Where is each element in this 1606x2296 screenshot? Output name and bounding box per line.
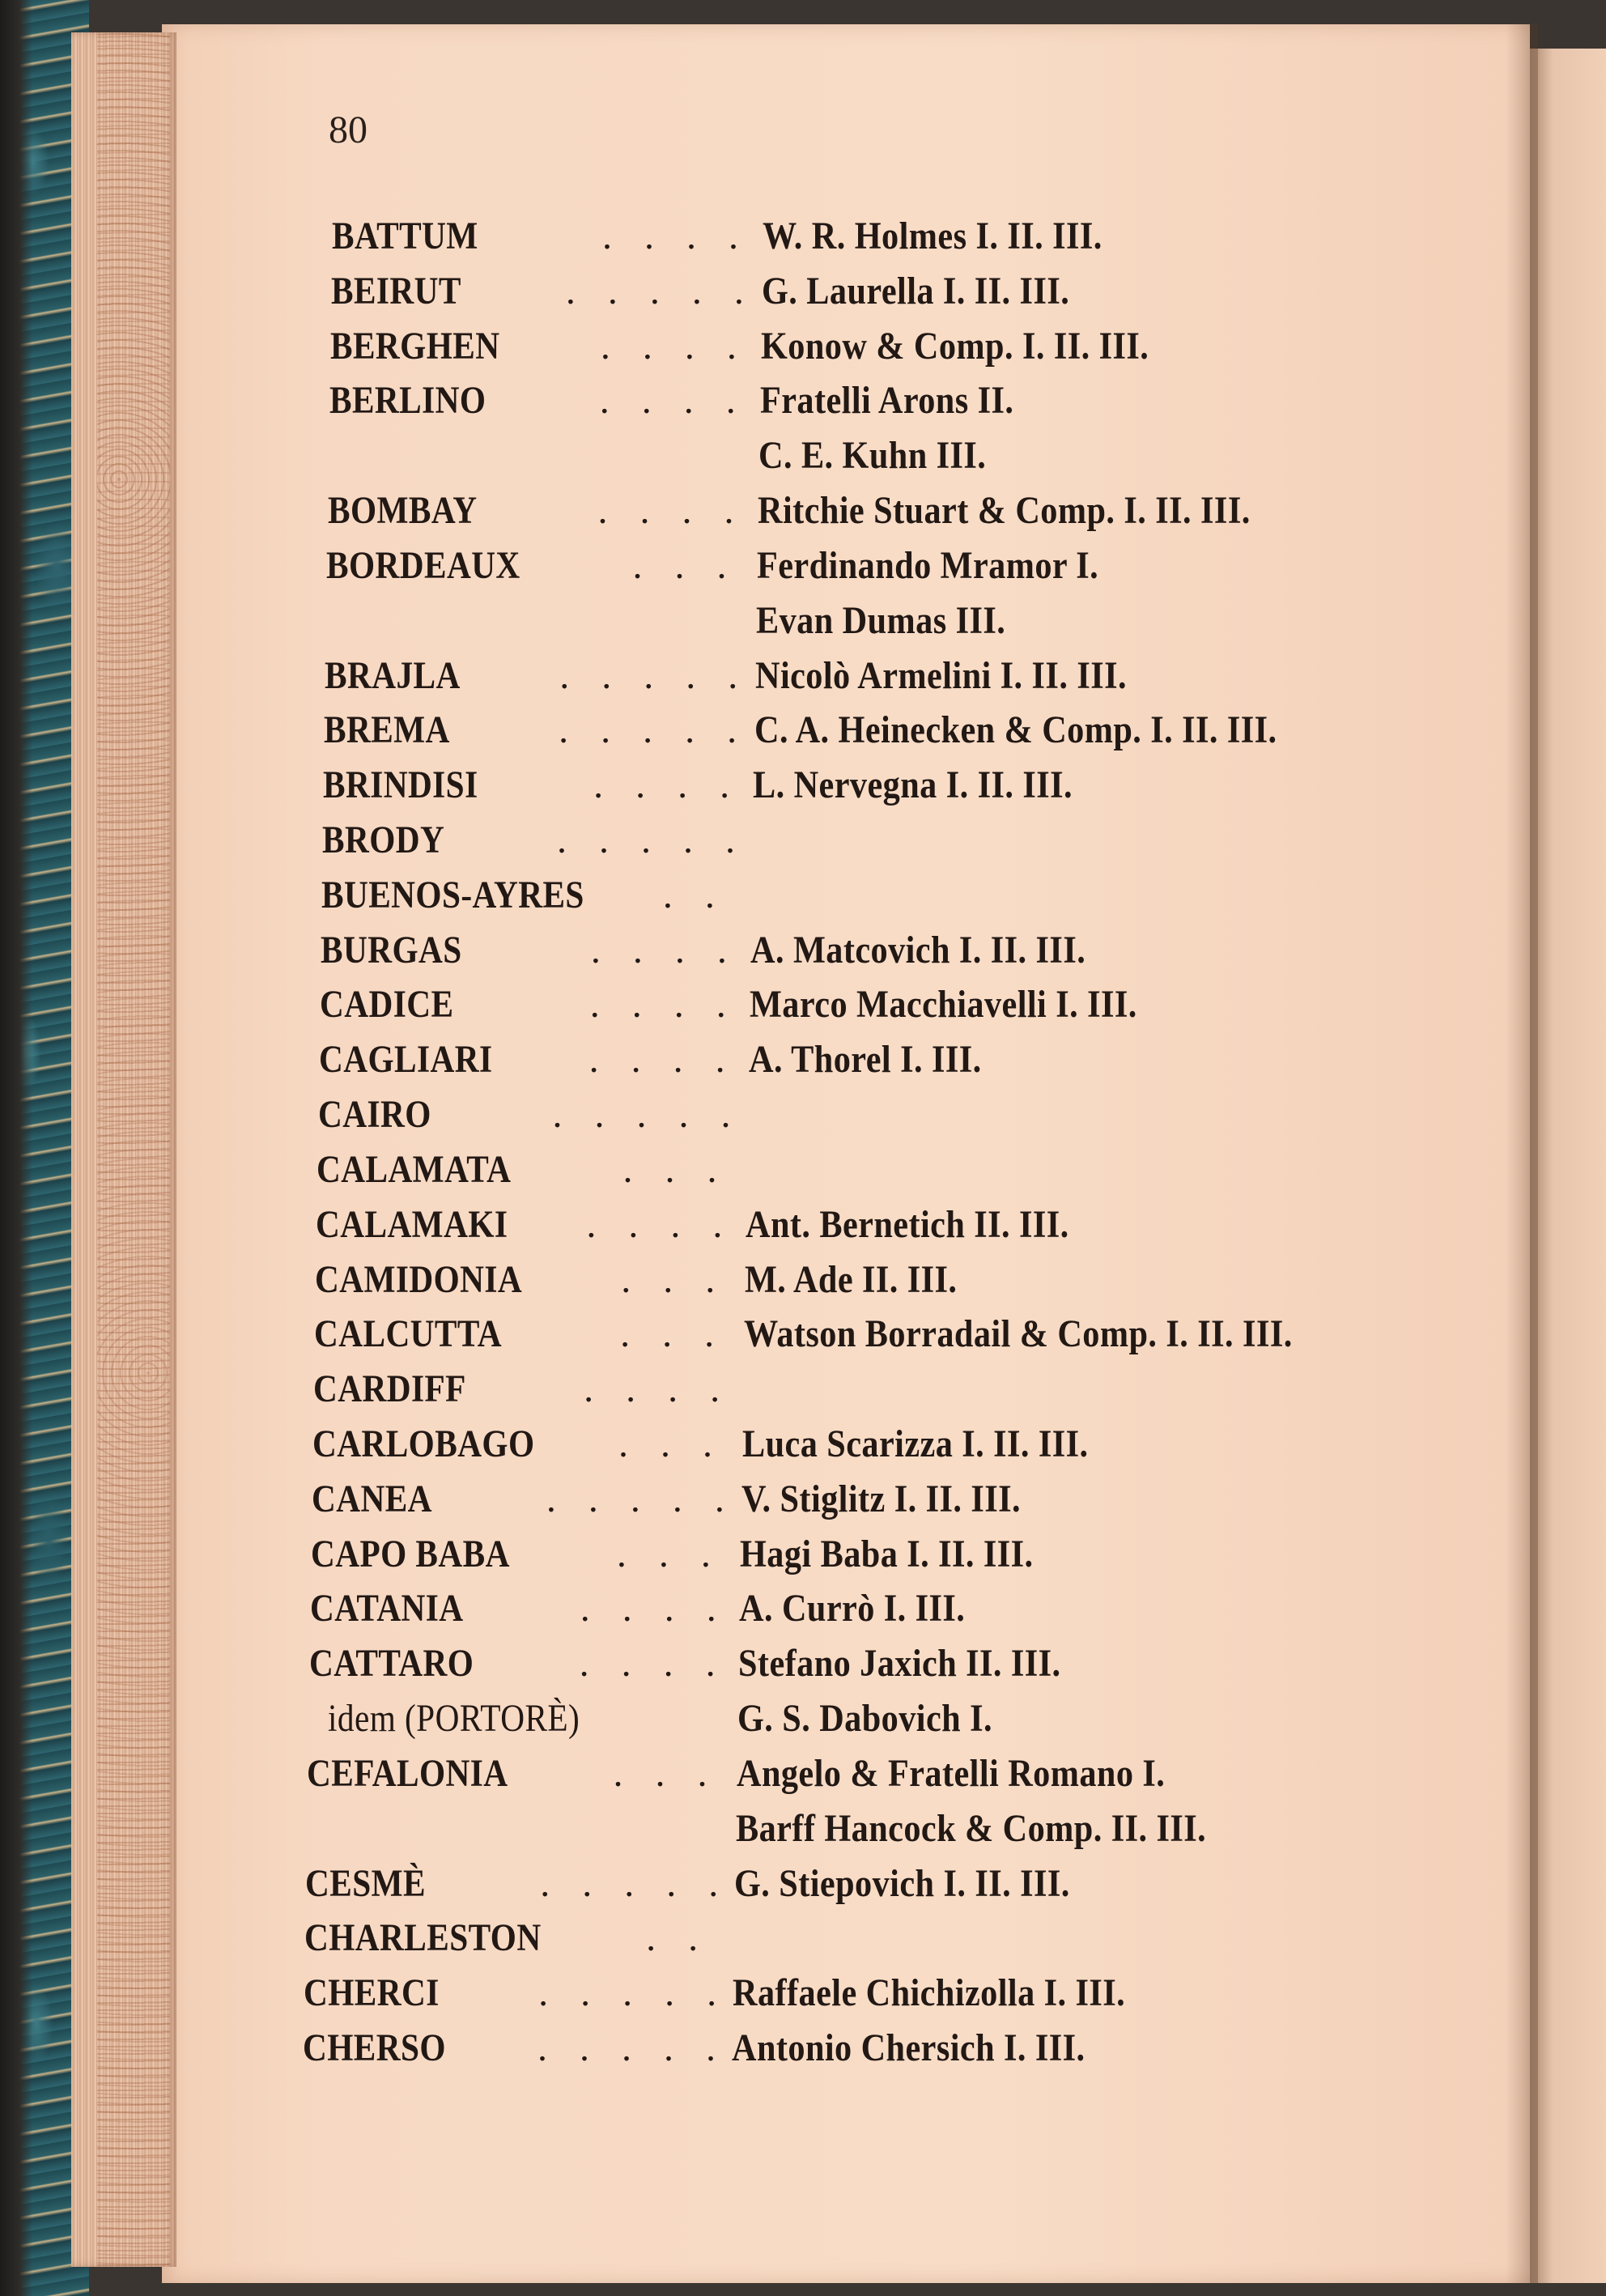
- place-name: BURGAS: [320, 928, 462, 972]
- dot-leader: . . .: [632, 543, 738, 587]
- place-name: BERGHEN: [329, 324, 500, 368]
- agent-name: Konow & Comp. I. II. III.: [760, 324, 1149, 368]
- place-name: CARLOBAGO: [312, 1422, 535, 1465]
- agent-name: Ritchie Stuart & Comp. I. II. III.: [758, 489, 1251, 533]
- place-name: CATTARO: [308, 1642, 474, 1686]
- place-name: CALAMAKI: [316, 1202, 508, 1246]
- dot-leader: . . .: [620, 1312, 726, 1356]
- place-name: CHERSO: [303, 2026, 446, 2069]
- dot-leader: . . . .: [588, 1038, 737, 1082]
- place-name: BOMBAY: [327, 489, 478, 533]
- dot-leader: . . .: [613, 1751, 719, 1795]
- dot-leader: . . .: [622, 1147, 729, 1191]
- place-name: CAGLIARI: [318, 1038, 493, 1082]
- dot-leader: . . . . .: [537, 2026, 727, 2069]
- dot-leader: . . . . .: [559, 653, 750, 697]
- agent-name: G. Stiepovich I. II. III.: [734, 1861, 1071, 1905]
- agent-name: Antonio Chersich I. III.: [732, 2026, 1086, 2069]
- place-name: BRAJLA: [325, 653, 461, 697]
- place-name: BATTUM: [332, 215, 478, 257]
- place-name: BUENOS-AYRES: [321, 873, 584, 916]
- agent-name: Barff Hancock & Comp. II. III.: [735, 1806, 1206, 1850]
- agent-name: Raffaele Chichizolla I. III.: [733, 1971, 1126, 2015]
- dot-leader: . . . .: [589, 983, 737, 1027]
- agent-name: Ferdinando Mramor I.: [757, 543, 1099, 587]
- dot-leader: . . . . .: [540, 1861, 730, 1905]
- dot-leader: . . . . .: [538, 1971, 729, 2015]
- dot-leader: . . . . .: [565, 269, 755, 313]
- place-name: BERLINO: [329, 379, 486, 423]
- agent-name: Marco Macchiavelli I. III.: [749, 983, 1137, 1027]
- dot-leader: . . .: [618, 1422, 724, 1465]
- place-name: CEFALONIA: [307, 1751, 508, 1795]
- place-name: CAMIDONIA: [315, 1257, 523, 1301]
- dot-leader: . . .: [616, 1532, 722, 1575]
- agent-name: Evan Dumas III.: [755, 598, 1006, 642]
- agent-name: Luca Scarizza I. II. III.: [741, 1422, 1089, 1465]
- agent-name: A. Thorel I. III.: [748, 1038, 982, 1082]
- place-name: CESMÈ: [305, 1861, 427, 1905]
- dot-leader: . . . .: [590, 928, 738, 972]
- place-name: CATANIA: [309, 1587, 464, 1631]
- place-name: CANEA: [311, 1477, 432, 1520]
- agent-name: M. Ade II. III.: [745, 1257, 958, 1301]
- agent-name: A. Matcovich I. II. III.: [750, 928, 1086, 972]
- agent-name: Fratelli Arons II.: [759, 379, 1013, 423]
- dot-leader: . . . . .: [552, 1093, 742, 1137]
- dot-leader: . .: [646, 1916, 710, 1960]
- place-name: CADICE: [319, 983, 454, 1027]
- place-name: CAPO BABA: [310, 1532, 510, 1575]
- place-name: CALCUTTA: [314, 1312, 503, 1356]
- agent-name: C. E. Kuhn III.: [758, 434, 987, 478]
- place-name: CAIRO: [317, 1093, 431, 1137]
- agent-name: Watson Borradail & Comp. I. II. III.: [743, 1312, 1293, 1356]
- place-name: BREMA: [324, 708, 450, 752]
- dot-leader: . . . .: [597, 489, 746, 533]
- agent-name: C. A. Heinecken & Comp. I. II. III.: [754, 708, 1277, 752]
- agent-name: V. Stiglitz I. II. III.: [741, 1477, 1021, 1520]
- dot-leader: . . . . .: [559, 708, 749, 752]
- agent-name: Stefano Jaxich II. III.: [738, 1642, 1061, 1686]
- agent-name: Angelo & Fratelli Romano I.: [736, 1751, 1166, 1795]
- agent-name: G. Laurella I. II. III.: [761, 269, 1070, 313]
- agent-name: G. S. Dabovich I.: [737, 1697, 992, 1741]
- dot-leader: . . . .: [599, 379, 747, 423]
- place-name: CALAMATA: [317, 1147, 512, 1191]
- place-name: CHARLESTON: [304, 1916, 542, 1960]
- dot-leader: . . . .: [579, 1642, 727, 1686]
- page-number: 80: [329, 108, 368, 151]
- dot-leader: . . . . .: [557, 818, 746, 861]
- agent-name: W. R. Holmes I. II. III.: [763, 215, 1103, 257]
- place-name: BORDEAUX: [326, 543, 521, 587]
- place-name: CHERCI: [304, 1971, 440, 2015]
- dot-leader: . .: [662, 873, 726, 916]
- place-name: BEIRUT: [330, 269, 461, 313]
- agent-name: Hagi Baba I. II. III.: [740, 1532, 1034, 1575]
- dot-leader: . . . .: [580, 1587, 728, 1631]
- agent-name: L. Nervegna I. II. III.: [753, 763, 1073, 807]
- place-name: BRODY: [322, 818, 445, 861]
- dot-leader: . . . . .: [546, 1477, 736, 1520]
- dot-leader: . . . .: [584, 1367, 732, 1411]
- dot-leader: . . . .: [600, 324, 748, 368]
- place-name: CARDIFF: [313, 1367, 466, 1411]
- agent-name: Ant. Bernetich II. III.: [746, 1202, 1069, 1246]
- dot-leader: . . .: [621, 1257, 727, 1301]
- place-name: BRINDISI: [323, 763, 478, 807]
- dot-leader: . . . .: [586, 1202, 734, 1246]
- place-name: idem (PORTORÈ): [327, 1697, 580, 1741]
- agent-name: A. Currò I. III.: [739, 1587, 966, 1631]
- dot-leader: . . . .: [593, 763, 741, 807]
- dot-leader: . . . .: [602, 215, 750, 257]
- agent-name: Nicolò Armelini I. II. III.: [754, 653, 1127, 697]
